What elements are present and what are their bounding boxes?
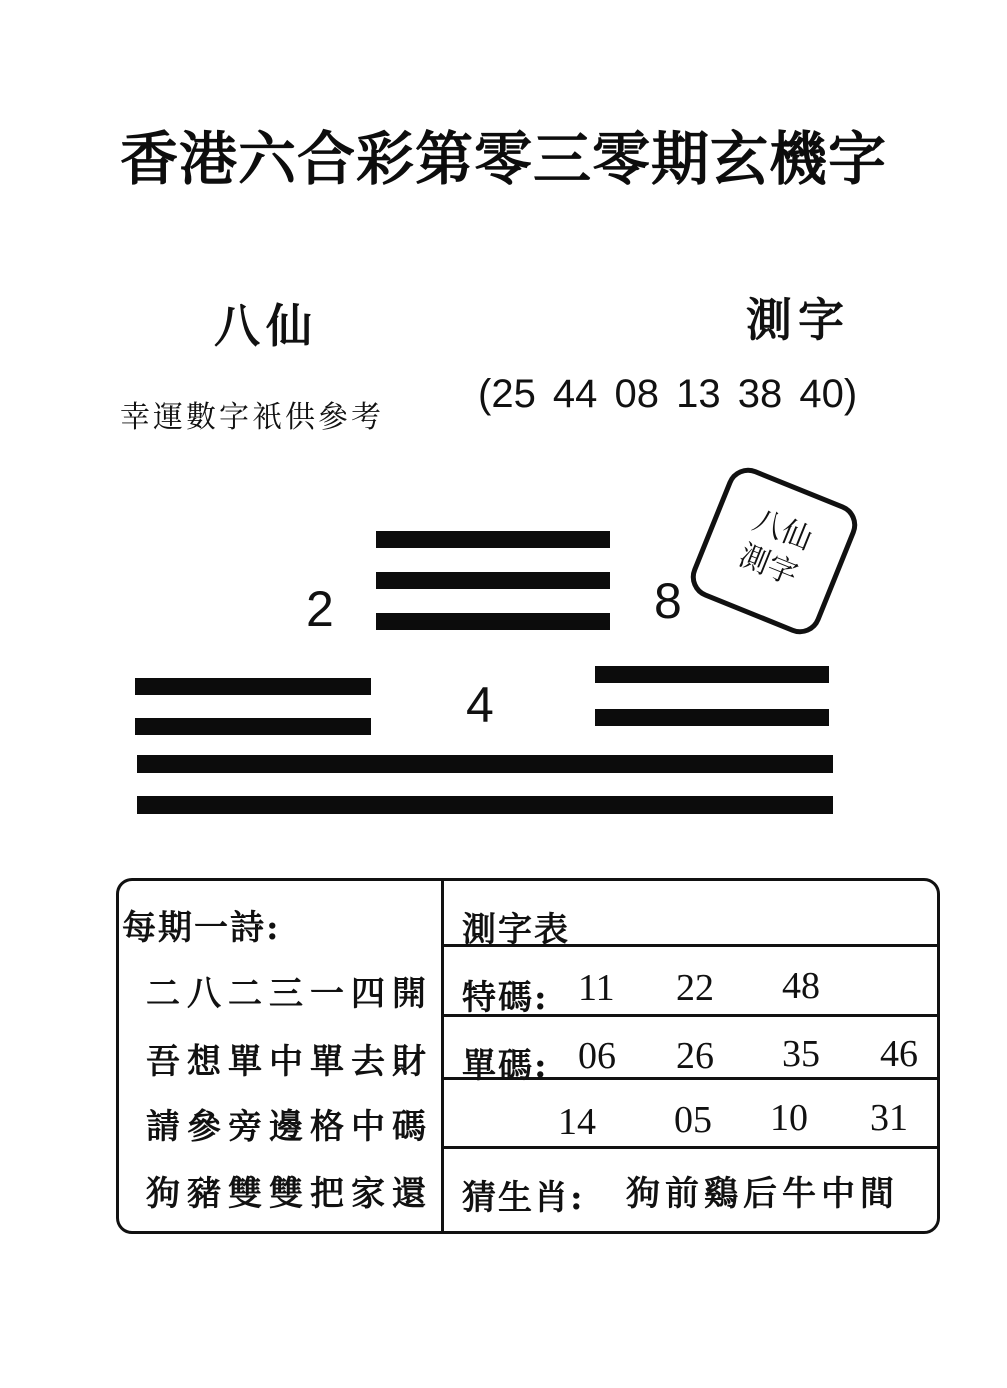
single-label: 單碼: (462, 1046, 549, 1086)
trigram-bar (137, 755, 833, 773)
poem-line: 請參旁邊格中碼 (146, 1107, 433, 1147)
panel-divider (441, 878, 444, 1234)
trigram-number-right: 8 (654, 573, 682, 629)
single-number: 35 (782, 1033, 820, 1075)
poem-line: 吾想單中單去財 (146, 1042, 433, 1082)
trigram-bar (135, 678, 371, 695)
single-number: 14 (558, 1101, 596, 1143)
table-title: 測字表 (462, 910, 570, 950)
trigram-bar (137, 796, 833, 814)
trigram-bar (595, 709, 829, 726)
special-number: 22 (676, 967, 714, 1009)
table-row-divider (443, 1146, 940, 1149)
special-label: 特碼: (462, 978, 549, 1018)
poem-line: 狗豬雙雙把家還 (146, 1174, 433, 1214)
single-number: 31 (870, 1097, 908, 1139)
single-number: 10 (770, 1097, 808, 1139)
lucky-numbers-label: 幸運數字衹供參考 (120, 400, 384, 435)
trigram-bar (376, 572, 610, 589)
trigram-number-left: 2 (306, 581, 334, 637)
single-number: 46 (880, 1033, 918, 1075)
heading-bafan: 八仙 (214, 299, 318, 353)
special-number: 48 (782, 965, 820, 1007)
zodiac-label: 猜生肖: (462, 1178, 585, 1218)
stamp-line-2: 測字 (733, 537, 803, 593)
trigram-bar (376, 531, 610, 548)
lucky-numbers: (25 44 08 13 38 40) (478, 372, 858, 416)
page-title: 香港六合彩第零三零期玄機字 (119, 125, 887, 193)
trigram-number-center: 4 (466, 677, 494, 733)
heading-cezi: 測字 (746, 293, 850, 347)
single-number: 05 (674, 1099, 712, 1141)
single-number: 06 (578, 1035, 616, 1077)
poem-line: 二八二三一四開 (146, 974, 433, 1014)
stamp (684, 461, 864, 641)
poem-title: 每期一詩: (122, 908, 281, 948)
zodiac-value: 狗前鷄后牛中間 (626, 1174, 899, 1214)
trigram-bar (595, 666, 829, 683)
trigram-bar (376, 613, 610, 630)
single-number: 26 (676, 1035, 714, 1077)
stamp-line-1: 八仙 (748, 502, 817, 558)
trigram-bar (135, 718, 371, 735)
special-number: 11 (578, 967, 615, 1009)
